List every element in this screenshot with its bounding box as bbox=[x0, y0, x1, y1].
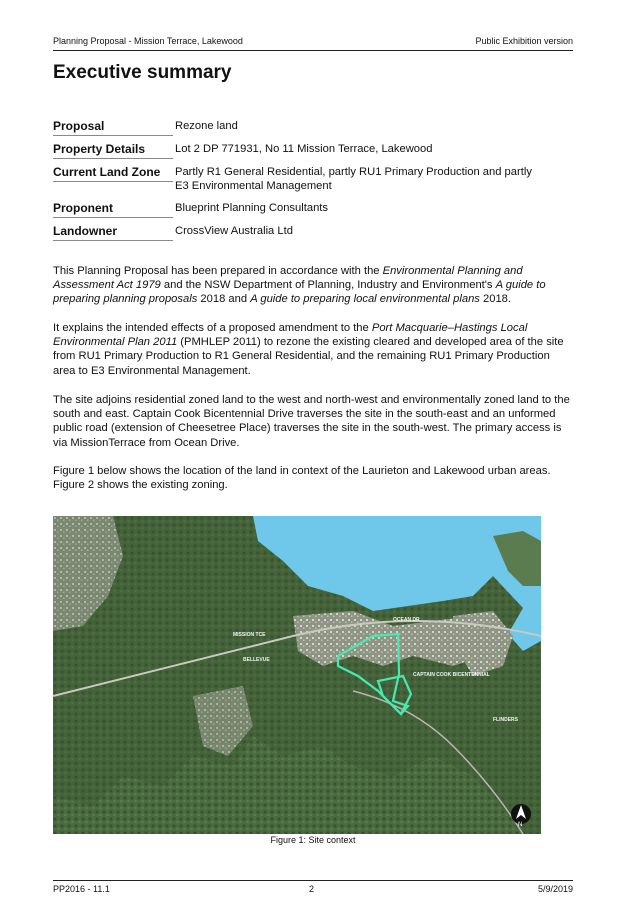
guide-title: A guide to preparing local environmental plans bbox=[250, 293, 480, 306]
label-captain-cook: CAPTAIN COOK BICENTENNIAL bbox=[413, 672, 490, 678]
site-context-map bbox=[53, 516, 541, 834]
details-label: Property Details bbox=[53, 142, 173, 159]
label-ocean-dr: OCEAN DR bbox=[393, 617, 420, 623]
footer-reference: PP2016 - 11.1 bbox=[53, 884, 110, 894]
footer-rule bbox=[53, 880, 573, 881]
text-run: (PMHLEP 2011) to rezone the existing cleared and developed area of the site from RU1 Primary Production to R1 General Residential, and the remaining RU1 Primary Production area to E3 Environmental Management. bbox=[53, 336, 564, 377]
text-run: and the NSW Department of Planning, Industry and Environment's bbox=[160, 279, 496, 292]
label-flinders: FLINDERS bbox=[493, 717, 518, 723]
details-value: Partly R1 General Residential, partly RU1 Primary Production and partly E3 Environmental Management bbox=[175, 166, 532, 192]
details-value: Rezone land bbox=[175, 120, 238, 132]
act-title: Environmental Planning and Assessment Act 1979 bbox=[53, 265, 523, 292]
text-run: 2018 and bbox=[197, 293, 251, 306]
text-run: This Planning Proposal has been prepared in accordance with the bbox=[53, 265, 383, 277]
details-row-property bbox=[53, 142, 573, 165]
text-run: It explains the intended effects of a proposed amendment to the bbox=[53, 322, 372, 334]
aerial-image bbox=[53, 516, 541, 834]
details-row-zone bbox=[53, 165, 573, 201]
north-label: N bbox=[518, 822, 523, 828]
page-number: 2 bbox=[309, 884, 315, 894]
guide-title: A guide to preparing planning proposals bbox=[53, 279, 546, 306]
details-value: Lot 2 DP 771931, No 11 Mission Terrace, Lakewood bbox=[175, 143, 433, 155]
details-row-proponent bbox=[53, 201, 573, 224]
paragraph-effects bbox=[53, 321, 575, 378]
section-title: Executive summary bbox=[53, 62, 232, 83]
label-mission: MISSION TCE bbox=[233, 632, 266, 638]
paragraph-site: The site adjoins residential zoned land to the west and north-west and environmentally zoned land to the south and east. Captain Cook Bicentennial Drive traverses the site in the south-east and an unformed public road (extension of Cheesetree Place) traverses the site in the south-west. The primary access is via MissionTerrace from Ocean Drive. bbox=[53, 394, 570, 449]
lep-title: Port Macquarie–Hastings Local Environmental Plan 2011 bbox=[53, 322, 528, 349]
header-document-title: Planning Proposal - Mission Terrace, Lakewood bbox=[53, 36, 243, 46]
header-version: Public Exhibition version bbox=[475, 36, 573, 46]
details-row-landowner bbox=[53, 224, 573, 247]
details-row-proposal bbox=[53, 119, 573, 142]
footer-date: 5/9/2019 bbox=[537, 884, 573, 894]
header-rule bbox=[53, 50, 573, 51]
paragraph-intro bbox=[53, 264, 575, 307]
text-run: 2018. bbox=[479, 293, 511, 306]
details-table bbox=[53, 119, 573, 247]
details-value: Blueprint Planning Consultants bbox=[175, 202, 328, 214]
details-label: Landowner bbox=[53, 224, 173, 241]
details-label: Current Land Zone bbox=[53, 165, 173, 182]
figure-caption: Figure 1: Site context bbox=[270, 835, 356, 845]
details-value: CrossView Australia Ltd bbox=[175, 225, 293, 237]
details-label: Proponent bbox=[53, 201, 173, 218]
details-label: Proposal bbox=[53, 119, 173, 136]
paragraph-figures: Figure 1 below shows the location of the land in context of the Laurieton and Lakewood urban areas. Figure 2 shows the existing zoning. bbox=[53, 465, 551, 492]
label-bellevue: BELLEVUE bbox=[243, 657, 270, 663]
